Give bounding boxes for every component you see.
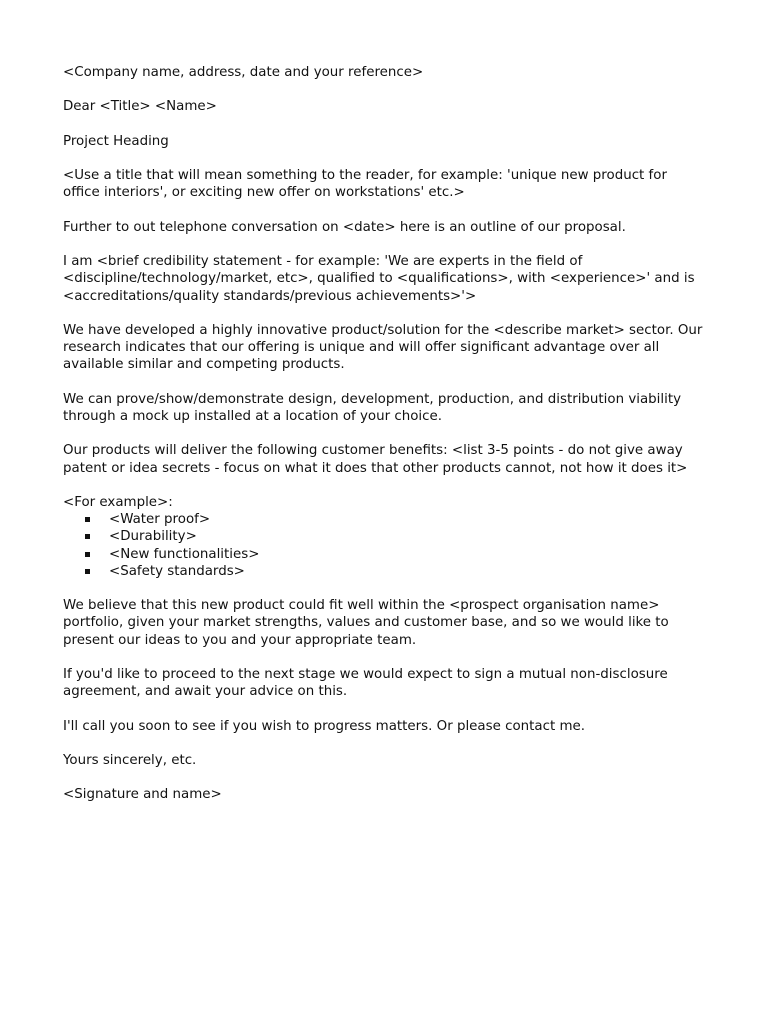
list-item <box>63 563 703 580</box>
list-item <box>63 511 703 528</box>
list-item-text: <Safety standards> <box>109 563 245 579</box>
list-item <box>63 528 703 545</box>
credibility-paragraph: I am <brief credibility statement - for example: 'We are experts in the field of <discipline/technology/market, etc>, qualified to <qualifications>, with <experience>' and is <accreditations/quality standards/previous achievements>'> <box>63 254 699 304</box>
product-paragraph: We have developed a highly innovative product/solution for the <describe market> sector. Our research indicates that our offering is unique and will offer significant advantage over all available similar and competing products. <box>63 322 707 373</box>
letter-body <box>63 64 707 821</box>
list-item-text: <New functionalities> <box>109 546 260 562</box>
call-paragraph: I'll call you soon to see if you wish to progress matters. Or please contact me. <box>63 718 585 734</box>
example-label: <For example>: <box>63 494 173 510</box>
list-item-text: <Water proof> <box>109 512 211 528</box>
salutation: Dear <Title> <Name> <box>63 99 217 115</box>
bullet-square-icon <box>85 552 90 557</box>
project-heading: Project Heading <box>63 133 169 149</box>
list-item <box>63 546 703 563</box>
company-header: <Company name, address, date and your reference> <box>63 65 424 80</box>
bullet-square-icon <box>85 569 90 574</box>
next-stage-paragraph: If you'd like to proceed to the next stage we would expect to sign a mutual non-disclosure agreement, and await your advice on this. <box>63 666 672 700</box>
bullet-square-icon <box>85 534 90 539</box>
list-item-text: <Durability> <box>109 529 197 545</box>
title-instruction-paragraph: <Use a title that will mean something to the reader, for example: 'unique new product for office interiors', or exciting new offer on workstations' etc.> <box>63 168 672 201</box>
bullet-square-icon <box>85 517 90 522</box>
prove-paragraph: We can prove/show/demonstrate design, development, production, and distribution viability through a mock up installed at a location of your choice. <box>63 391 686 424</box>
closing: Yours sincerely, etc. <box>63 752 197 768</box>
signature-placeholder: <Signature and name> <box>63 787 222 803</box>
benefits-paragraph: Our products will deliver the following customer benefits: <list 3-5 points - do not give away patent or idea secrets - focus on what it does that other products cannot, not how it does it> <box>63 443 688 476</box>
fit-paragraph: We believe that this new product could fit well within the <prospect organisation name> portfolio, given your market strengths, values and customer base, and so we would like to present our ideas to you and your appropriate team. <box>63 598 674 648</box>
intro-paragraph: Further to out telephone conversation on <date> here is an outline of our proposal. <box>63 219 626 235</box>
example-list <box>63 511 703 580</box>
